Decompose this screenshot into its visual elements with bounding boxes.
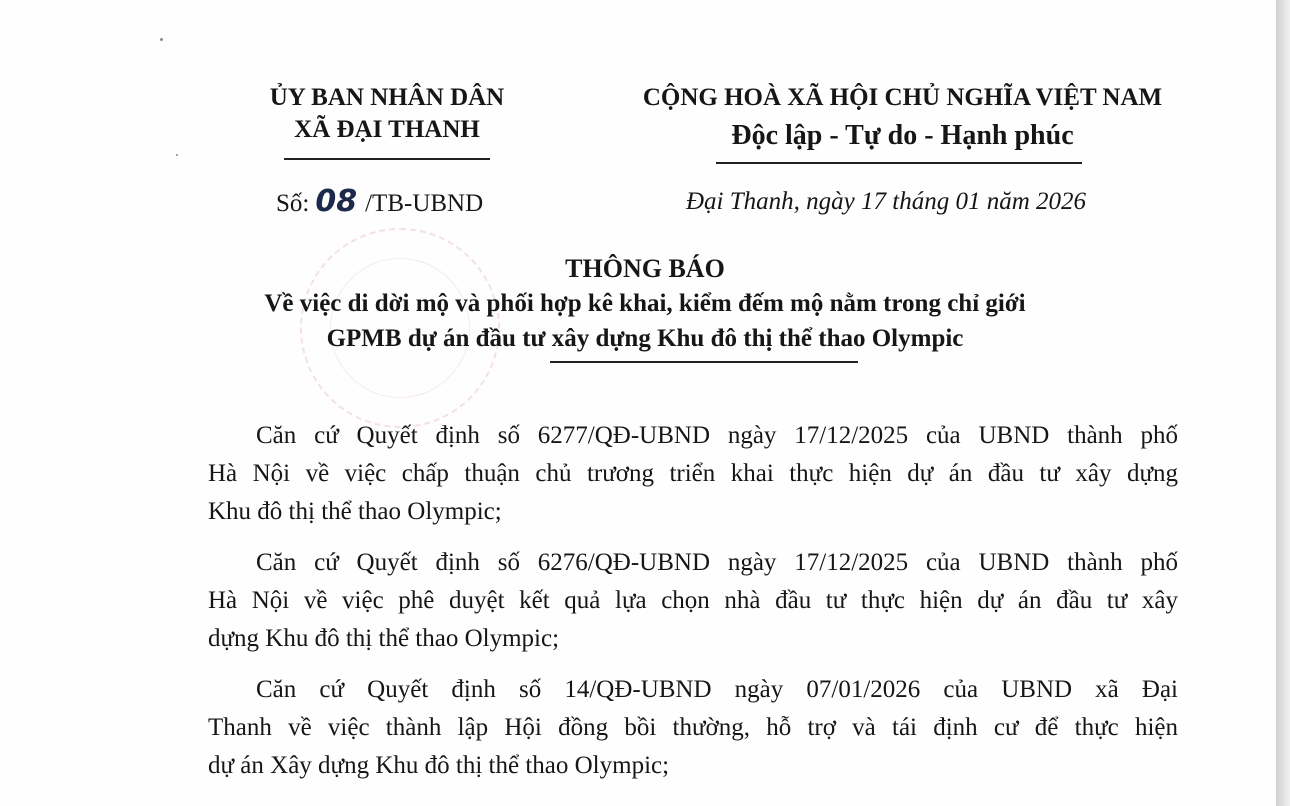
issue-date: Đại Thanh, ngày 17 tháng 01 năm 2026 [686, 188, 1086, 215]
scan-speck [160, 38, 163, 41]
org-line-1: ỦY BAN NHÂN DÂN [269, 84, 505, 111]
legal-basis-paragraph-1 [208, 417, 1178, 531]
notice-subtitle-line-1: Về việc di dời mộ và phối hợp kê khai, kiểm đếm mộ nằm trong chỉ giới [264, 290, 1026, 317]
paragraph-line: dựng Khu đô thị thể thao Olympic; [208, 625, 560, 652]
legal-basis-paragraph-3 [208, 671, 1178, 785]
notice-title: THÔNG BÁO [565, 254, 725, 283]
doc-no-prefix: Số: [276, 190, 310, 217]
legal-basis-paragraph-2 [208, 544, 1178, 658]
paragraph-line: Thanh về việc thành lập Hội đồng bồi thường, hỗ trợ và tái định cư để thực hiện [208, 714, 1178, 741]
paragraph-line: Khu đô thị thể thao Olympic; [208, 498, 502, 525]
paragraph-line: Căn cứ Quyết định số 6276/QĐ-UBND ngày 17/12/2025 của UBND thành phố [256, 549, 1178, 576]
scan-speck [176, 154, 178, 156]
motto-underline [716, 162, 1082, 164]
notice-subtitle-line-2: GPMB dự án đầu tư xây dựng Khu đô thị thể thao Olympic [326, 325, 964, 352]
paragraph-line: Hà Nội về việc chấp thuận chủ trương triển khai thực hiện dự án đầu tư xây dựng [208, 460, 1178, 487]
document-number [276, 184, 483, 219]
paragraph-line: dự án Xây dựng Khu đô thị thể thao Olympic; [208, 752, 670, 779]
paragraph-line: Hà Nội về việc phê duyệt kết quả lựa chọn nhà đầu tư thực hiện dự án đầu tư xây [208, 587, 1178, 614]
page-edge-shadow [1276, 0, 1290, 806]
subtitle-underline [550, 361, 858, 363]
paragraph-line: Căn cứ Quyết định số 14/QĐ-UBND ngày 07/01/2026 của UBND xã Đại [256, 676, 1178, 703]
paragraph-line: Căn cứ Quyết định số 6277/QĐ-UBND ngày 17/12/2025 của UBND thành phố [256, 422, 1178, 449]
org-line-2: XÃ ĐẠI THANH [294, 116, 480, 143]
nation-line-1: CỘNG HOÀ XÃ HỘI CHỦ NGHĨA VIỆT NAM [642, 84, 1163, 111]
doc-no-suffix: /TB-UBND [365, 190, 484, 217]
org-underline [284, 158, 490, 160]
nation-motto: Độc lập - Tự do - Hạnh phúc [731, 120, 1074, 151]
doc-no-handwritten: 08 [315, 184, 358, 219]
